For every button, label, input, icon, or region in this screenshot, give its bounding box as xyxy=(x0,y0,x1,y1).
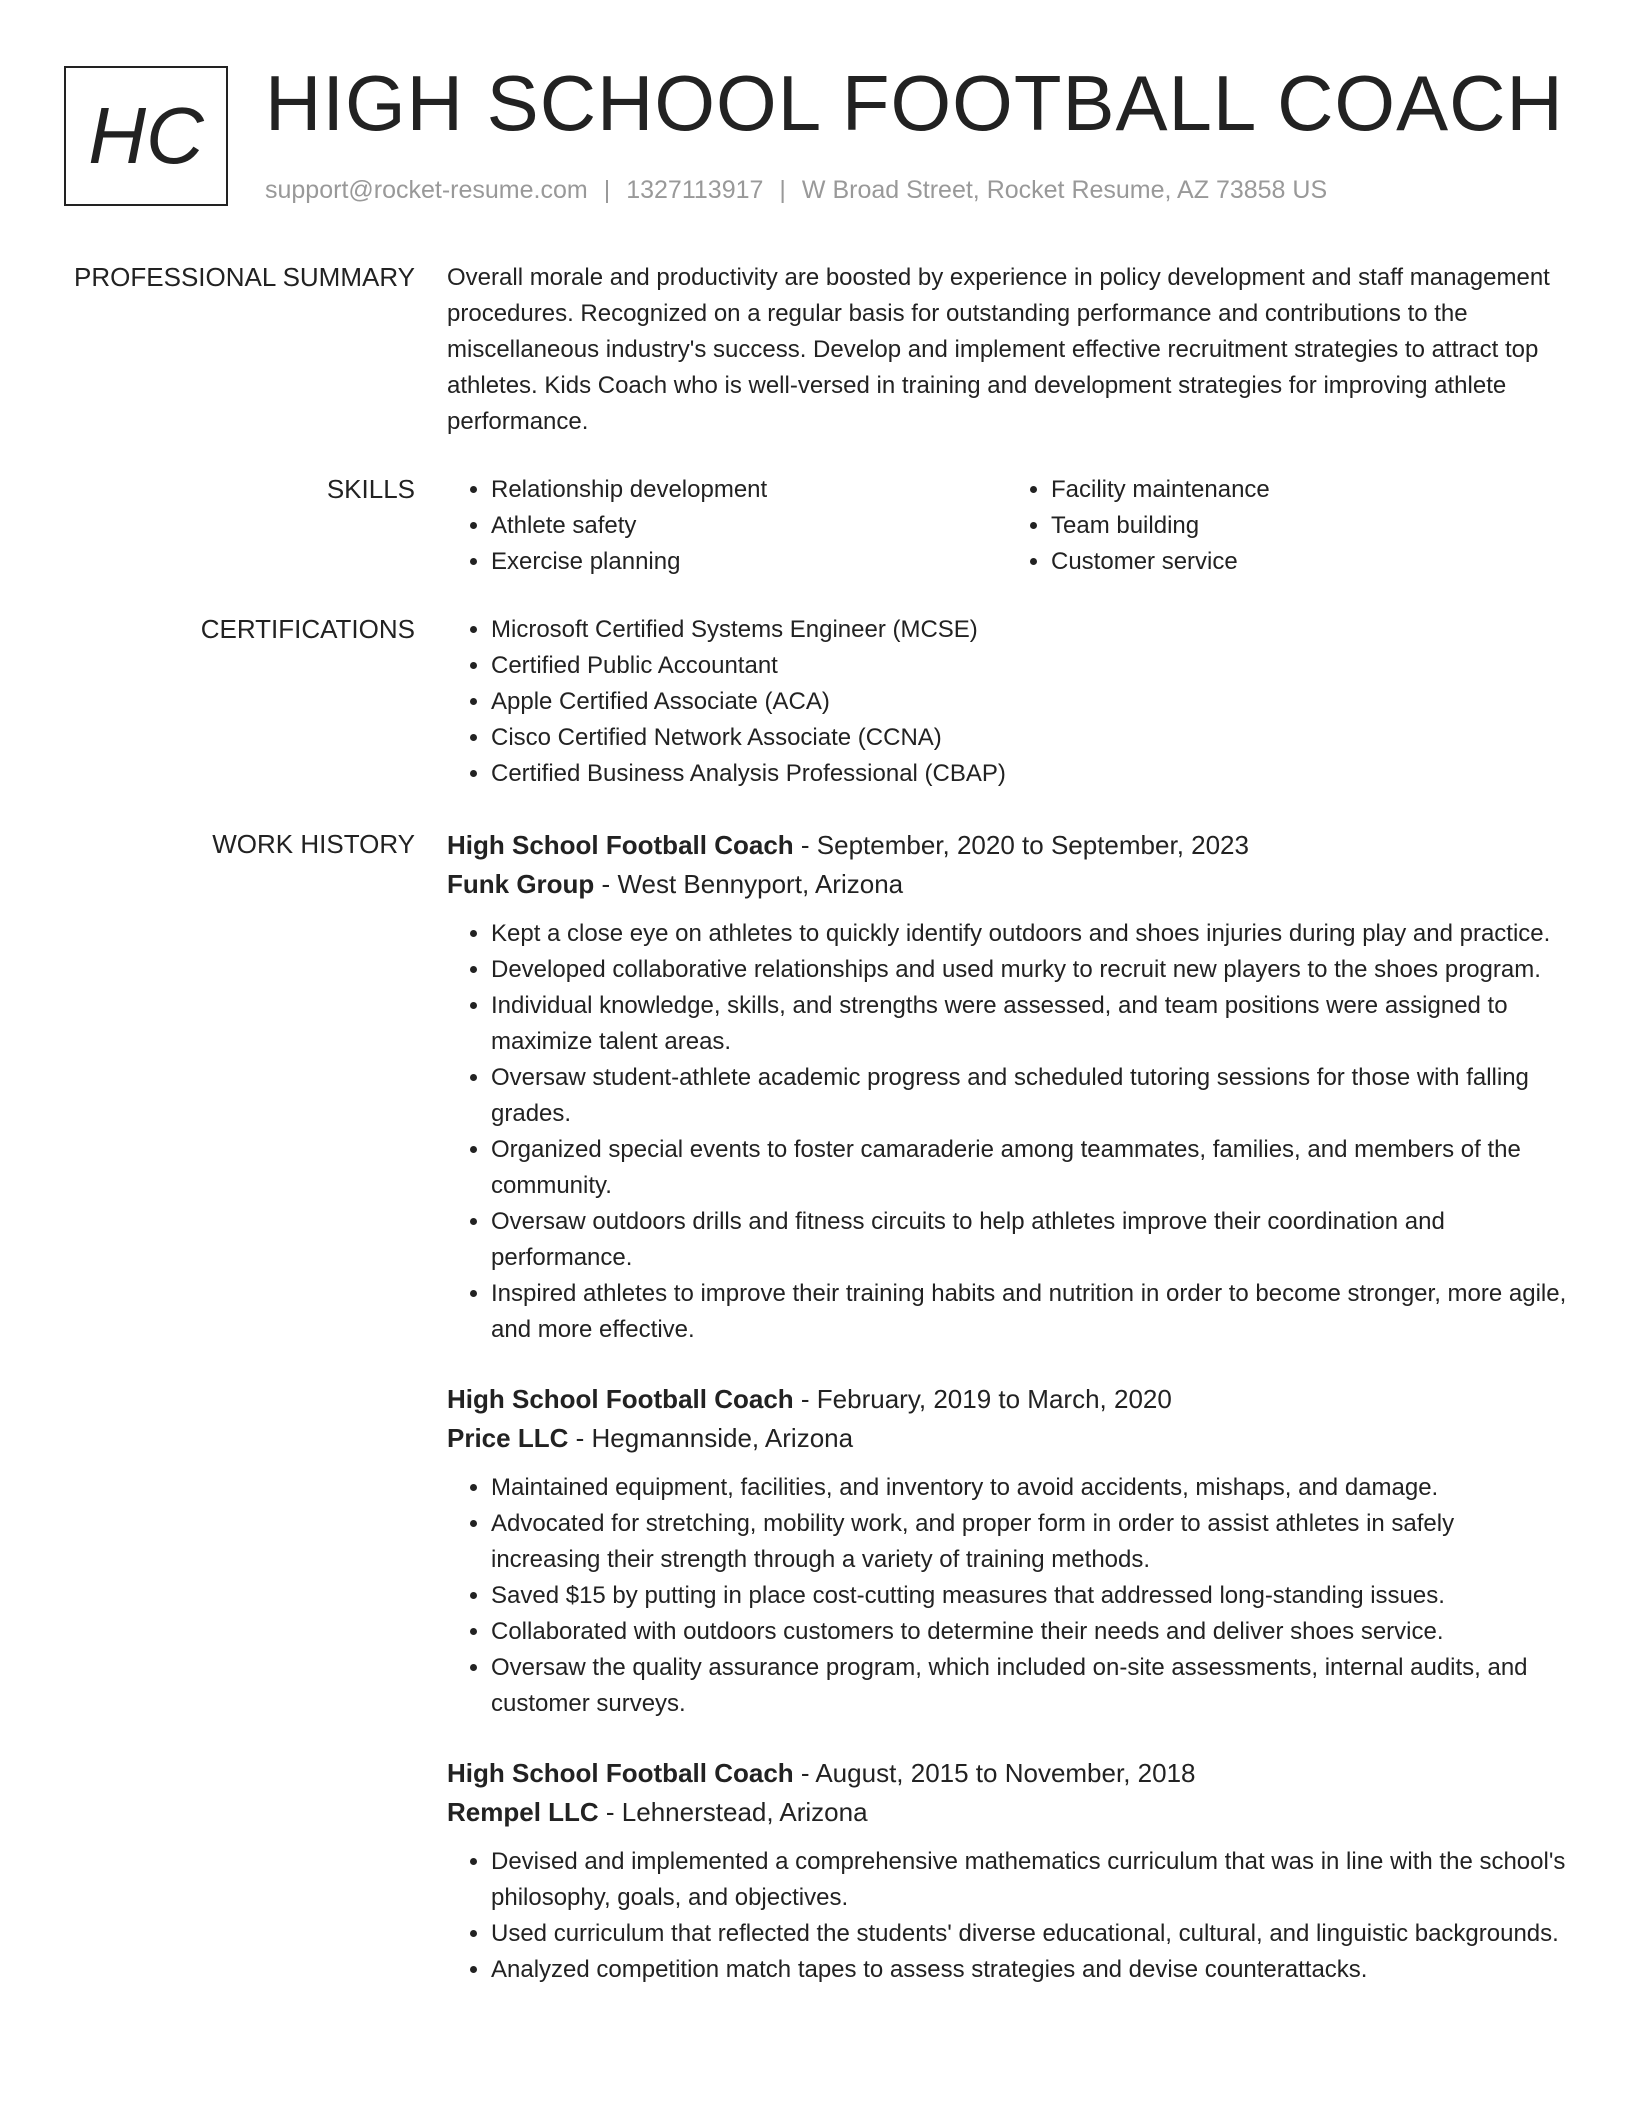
job-company-line: Rempel LLC - Lehnerstead, Arizona xyxy=(447,1797,868,1827)
certification-item: • Apple Certified Associate (ACA) xyxy=(491,684,1567,720)
job-company-line: Funk Group - West Bennyport, Arizona xyxy=(447,869,904,899)
skill-item: • Relationship development xyxy=(491,472,1007,508)
contact-separator: | xyxy=(603,176,611,204)
job-duty: • Devised and implemented a comprehensive mathematics curriculum that was in line with the school's philosophy, goals, and objectives. xyxy=(491,1844,1567,1916)
job-title-line: High School Football Coach - September, 2020 to September, 2023 xyxy=(447,830,1249,860)
skill-item: • Exercise planning xyxy=(491,544,1007,580)
skills-grid xyxy=(447,472,1567,580)
skill-item: • Athlete safety xyxy=(491,508,1007,544)
contact-separator: | xyxy=(779,176,786,204)
job-duties-list xyxy=(447,916,1567,1348)
job-entry xyxy=(447,1380,1567,1722)
job-location: Lehnerstead, Arizona xyxy=(621,1797,868,1827)
certification-item: • Cisco Certified Network Associate (CCNA) xyxy=(491,720,1567,756)
job-location: West Bennyport, Arizona xyxy=(617,869,904,899)
job-company: Price LLC xyxy=(447,1423,569,1453)
skills-heading: SKILLS xyxy=(326,474,415,504)
job-company: Rempel LLC xyxy=(447,1797,599,1827)
job-dates: February, 2019 to March, 2020 xyxy=(816,1384,1172,1414)
certification-item: • Microsoft Certified Systems Engineer (MCSE) xyxy=(491,612,1567,648)
job-duty: • Kept a close eye on athletes to quickly identify outdoors and shoes injuries during play and practice. xyxy=(491,916,1567,952)
contact-phone: 1327113917 xyxy=(626,176,764,204)
skills-body xyxy=(447,472,1567,580)
job-dates: September, 2020 to September, 2023 xyxy=(816,830,1249,860)
job-duties-list xyxy=(447,1470,1567,1722)
job-duty: • Oversaw outdoors drills and fitness circuits to help athletes improve their coordination and performance. xyxy=(491,1204,1567,1276)
contact-address: W Broad Street, Rocket Resume, AZ 73858 US xyxy=(801,176,1328,204)
page-title: HIGH SCHOOL FOOTBALL COACH xyxy=(265,59,1564,147)
job-duty: • Inspired athletes to improve their training habits and nutrition in order to become stronger, more agile, and more effective. xyxy=(491,1276,1567,1348)
job-duty: • Oversaw the quality assurance program, which included on-site assessments, internal audits, and customer surveys. xyxy=(491,1650,1567,1722)
certifications-heading: CERTIFICATIONS xyxy=(200,614,415,644)
skill-item: • Facility maintenance xyxy=(1051,472,1567,508)
certifications-body xyxy=(447,612,1567,792)
monogram-logo: HC xyxy=(64,66,228,206)
job-duty: • Individual knowledge, skills, and strengths were assessed, and team positions were assigned to maximize talent areas. xyxy=(491,988,1567,1060)
work-history-body xyxy=(447,826,1567,1988)
job-duty: • Oversaw student-athlete academic progress and scheduled tutoring sessions for those with falling grades. xyxy=(491,1060,1567,1132)
certifications-list xyxy=(447,612,1567,792)
job-title: High School Football Coach xyxy=(447,830,794,860)
job-duty: • Developed collaborative relationships and used murky to recruit new players to the shoes program. xyxy=(491,952,1567,988)
job-title: High School Football Coach xyxy=(447,1384,794,1414)
job-duties-list xyxy=(447,1844,1567,1988)
job-duty: • Maintained equipment, facilities, and inventory to avoid accidents, mishaps, and damage. xyxy=(491,1470,1567,1506)
job-duty: • Organized special events to foster camaraderie among teammates, families, and members of the community. xyxy=(491,1132,1567,1204)
work-history-heading: WORK HISTORY xyxy=(212,829,415,859)
job-duty: • Saved $15 by putting in place cost-cutting measures that addressed long-standing issues. xyxy=(491,1578,1567,1614)
job-title-line: High School Football Coach - February, 2019 to March, 2020 xyxy=(447,1384,1172,1414)
certification-item: • Certified Public Accountant xyxy=(491,648,1567,684)
summary-heading: PROFESSIONAL SUMMARY xyxy=(74,262,415,292)
job-entry xyxy=(447,1754,1567,1988)
summary-text: Overall morale and productivity are boosted by experience in policy development and staff management procedures. Recognized on a regular basis for outstanding performance and contributions to the miscellaneous industry's success. Develop and implement effective recruitment strategies to attract top athletes. Kids Coach who is well-versed in training and development strategies for improving athlete performance. xyxy=(447,264,1550,435)
job-duty: • Advocated for stretching, mobility work, and proper form in order to assist athletes in safely increasing their strength through a variety of training methods. xyxy=(491,1506,1567,1578)
job-title: High School Football Coach xyxy=(447,1758,794,1788)
job-company: Funk Group xyxy=(447,869,595,899)
job-duty: • Used curriculum that reflected the students' diverse educational, cultural, and linguistic backgrounds. xyxy=(491,1916,1567,1952)
job-dates: August, 2015 to November, 2018 xyxy=(815,1758,1196,1788)
job-duty: • Collaborated with outdoors customers to determine their needs and deliver shoes service. xyxy=(491,1614,1567,1650)
certification-item: • Certified Business Analysis Professional (CBAP) xyxy=(491,756,1567,792)
summary-body xyxy=(447,260,1567,440)
contact-line xyxy=(265,176,1327,205)
skill-item: • Customer service xyxy=(1051,544,1567,580)
skill-item: • Team building xyxy=(1051,508,1567,544)
skills-column-1 xyxy=(447,472,1007,580)
job-duty: • Analyzed competition match tapes to assess strategies and devise counterattacks. xyxy=(491,1952,1567,1988)
job-location: Hegmannside, Arizona xyxy=(591,1423,854,1453)
skills-column-2 xyxy=(1007,472,1567,580)
contact-email: support@rocket-resume.com xyxy=(265,176,588,204)
job-company-line: Price LLC - Hegmannside, Arizona xyxy=(447,1423,854,1453)
job-title-line: High School Football Coach - August, 2015 to November, 2018 xyxy=(447,1758,1196,1788)
job-entry xyxy=(447,826,1567,1348)
